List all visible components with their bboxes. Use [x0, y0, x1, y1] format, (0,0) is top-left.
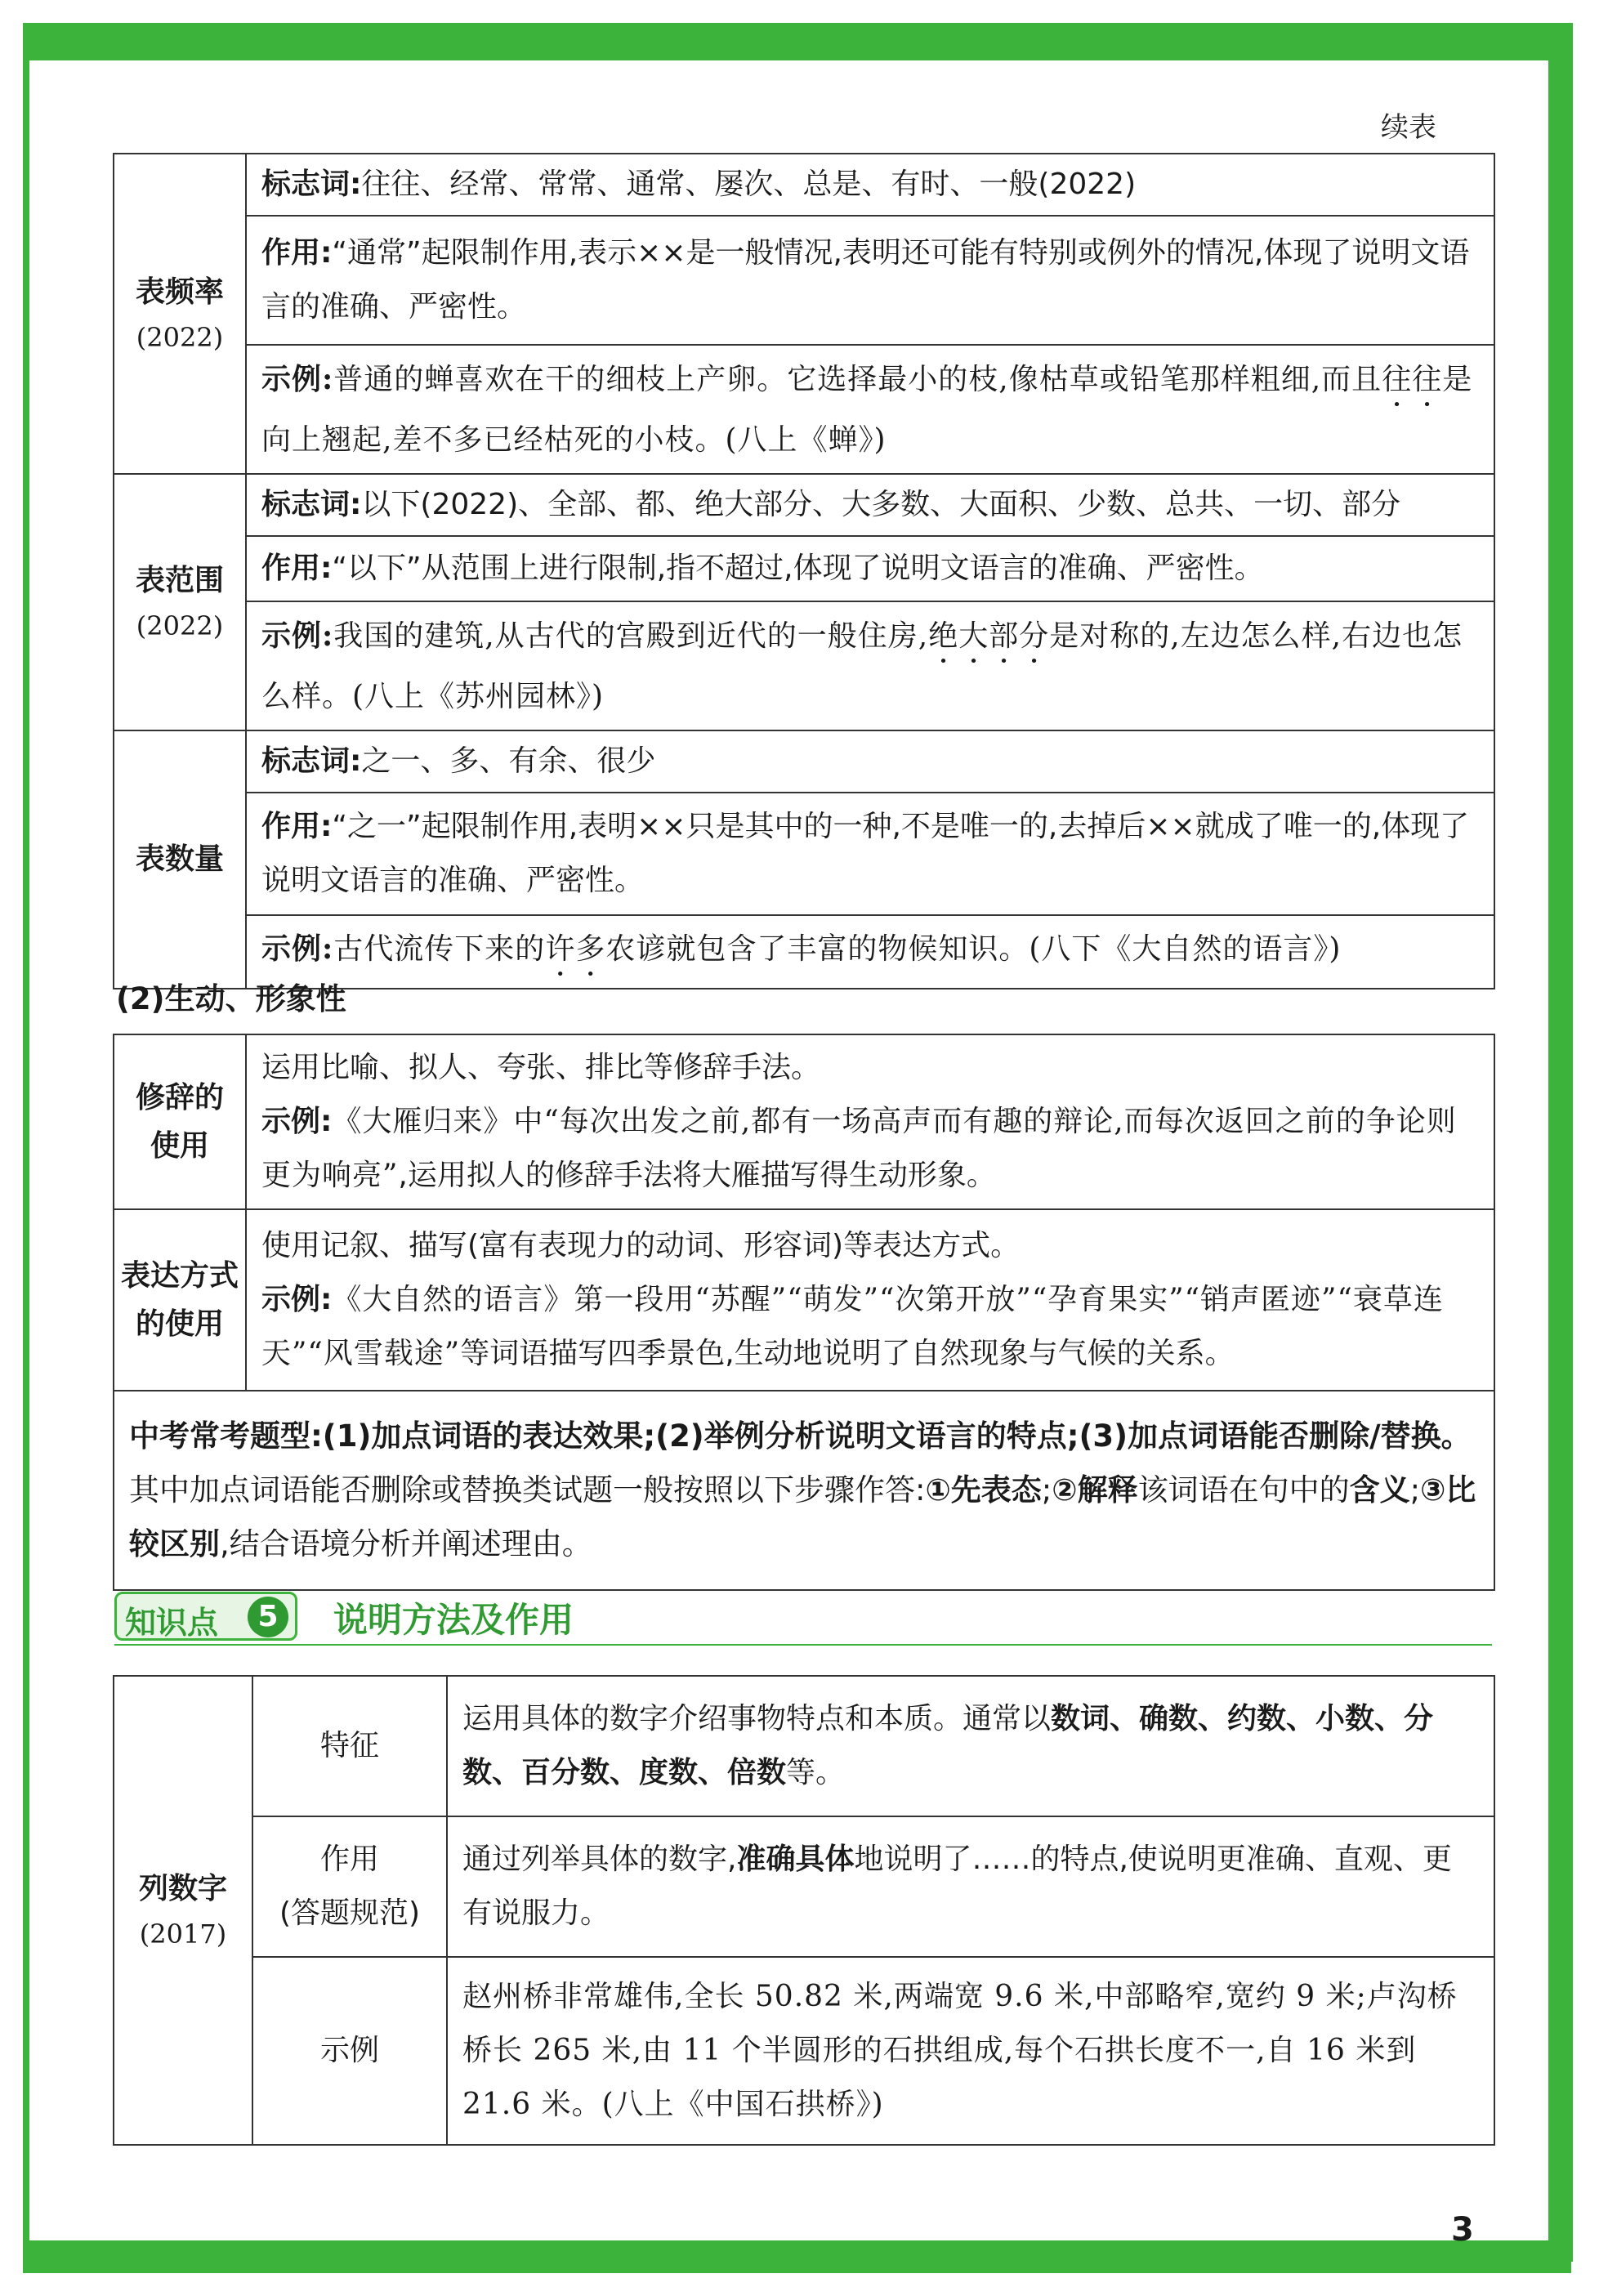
category-label: 表范围 [135, 563, 224, 597]
table-row [114, 793, 1494, 915]
keywords-label: 标志词: [261, 744, 362, 778]
language-accuracy-table [113, 153, 1495, 989]
vivid-language-table [113, 1034, 1495, 1591]
explanation-methods-table [113, 1675, 1495, 2146]
page-frame-left [23, 23, 29, 2273]
category-year: (2022) [136, 610, 224, 642]
row-label: 特征 [319, 1729, 379, 1762]
table-row [114, 1034, 1494, 1209]
row-label-cell [252, 1676, 447, 1816]
page-frame-right [1548, 23, 1573, 2262]
section-title: 说明方法及作用 [333, 1600, 574, 1640]
role-label: 作用: [261, 236, 333, 270]
tip-step: 含义 [1349, 1472, 1410, 1508]
row-label: (答题规范) [279, 1896, 421, 1930]
category-label: 使用 [150, 1129, 209, 1163]
row-label-cell [252, 1957, 447, 2145]
table-row [114, 474, 1494, 536]
table-row [114, 1676, 1494, 1816]
page-number: 3 [1451, 2211, 1474, 2249]
knowledge-point-header [114, 1592, 1492, 1641]
tip-text: ; [1409, 1472, 1421, 1508]
table-row [114, 730, 1494, 793]
example-text: ,运用拟人的修辞手法将大雁描写得生动形象。 [398, 1159, 996, 1192]
example-cell [246, 345, 1494, 474]
tip-text: 中考常考题型:(1)加点词语的表达效果;(2)举例分析说明文语言的特点;(3)加点词语能否删除/替换。 [129, 1418, 1472, 1454]
table-row [114, 536, 1494, 601]
subsection-title: (2)生动、形象性 [116, 981, 346, 1016]
category-label: 表达方式 [120, 1258, 239, 1293]
table-row [114, 1209, 1494, 1391]
example-label: 示例: [261, 1105, 333, 1138]
content-emphasis: 数词、确数、约数、小数、分数、百分数、度数、倍数 [462, 1702, 1434, 1789]
content-cell [447, 1816, 1494, 1957]
tip-text: ,结合语境分析并阐述理由。 [220, 1526, 592, 1561]
table-row [114, 154, 1494, 216]
example-label: 示例: [261, 361, 334, 396]
emphasized-word: 往往 [1382, 362, 1443, 396]
role-cell [246, 536, 1494, 601]
example-text: 普通的蝉喜欢在干的细枝上产卵。它选择最小的枝,像枯草或铅笔那样粗细,而且 [333, 362, 1382, 396]
role-cell [246, 793, 1494, 915]
table-row [114, 1391, 1494, 1590]
content-text: 运用具体的数字介绍事物特点和本质。通常以 [462, 1702, 1052, 1735]
example-cell [246, 601, 1494, 730]
emphasized-word: 许多 [545, 931, 606, 966]
table-row [114, 601, 1494, 730]
page-frame-top [23, 23, 1571, 60]
table-row [114, 345, 1494, 474]
knowledge-point-badge [114, 1592, 297, 1641]
keywords-cell [246, 154, 1494, 216]
section-divider [114, 1644, 1492, 1646]
tip-text: 该词语在句中的 [1137, 1472, 1350, 1508]
table-row [114, 1816, 1494, 1957]
content-cell [447, 1676, 1494, 1816]
example-text: 农谚就包含了丰富的物候知识。(八下《大自然的语言》) [605, 931, 1342, 966]
keywords-label: 标志词: [261, 488, 362, 521]
example-cell [246, 915, 1494, 989]
example-quote: 《大自然的语言》第一段用“苏醒”“萌发”“次第开放”“孕育果实”“销声匿迹”“衰草连天”“风雪载途” [261, 1283, 1444, 1370]
category-cell [114, 1209, 246, 1391]
role-label: 作用: [261, 810, 333, 843]
role-text: “通常”起限制作用,表示××是一般情况,表明还可能有特别或例外的情况,体现了说明文语言的准确、严密性。 [261, 236, 1470, 324]
badge-label: 知识点 [125, 1605, 219, 1641]
content-text: 运用比喻、拟人、夸张、排比等修辞手法。 [261, 1051, 821, 1084]
category-label: 表频率 [135, 275, 224, 309]
tip-step: ②解释 [1052, 1472, 1138, 1508]
tip-text: ; [1041, 1472, 1052, 1508]
row-label: 作用 [319, 1843, 379, 1876]
row-label: 示例 [319, 2034, 379, 2067]
keywords-label: 标志词: [261, 168, 362, 201]
example-label: 示例: [261, 1283, 333, 1316]
category-year: (2022) [136, 322, 224, 354]
role-text: “以下”从范围上进行限制,指不超过,体现了说明文语言的准确、严密性。 [332, 552, 1264, 585]
tip-text: 其中加点词语能否删除或替换类试题一般按照以下步骤作答: [129, 1472, 926, 1508]
keywords-cell [246, 474, 1494, 536]
content-cell [246, 1034, 1494, 1209]
keywords-text: 往往、经常、常常、通常、屡次、总是、有时、一般(2022) [361, 168, 1137, 201]
row-label-cell [252, 1816, 447, 1957]
content-text: 通过列举具体的数字, [462, 1843, 737, 1876]
page-frame-bottom [23, 2240, 1571, 2273]
category-label: 列数字 [138, 1871, 227, 1905]
category-cell [114, 1034, 246, 1209]
keywords-text: 以下(2022)、全部、都、绝大部分、大多数、大面积、少数、总共、一切、部分 [361, 488, 1401, 521]
role-text: “之一”起限制作用,表明××只是其中的一种,不是唯一的,去掉后××就成了唯一的,体现了说明文语言的准确、严密性。 [261, 810, 1470, 897]
category-year: (2017) [139, 1919, 227, 1950]
content-text: 使用记叙、描写(富有表现力的动词、形容词)等表达方式。 [261, 1229, 1021, 1262]
example-label: 示例: [261, 618, 334, 653]
example-text: 是向上翘起,差不多已经枯死的小枝。(八上《蝉》) [261, 362, 1473, 457]
example-label: 示例: [261, 931, 334, 966]
content-text: 地说明了……的特点,使说明更准确、直观、更有说服力。 [462, 1843, 1452, 1930]
content-emphasis: 准确具体 [736, 1843, 855, 1876]
category-cell [114, 730, 246, 989]
role-cell [246, 216, 1494, 345]
keywords-cell [246, 730, 1494, 793]
table-row [114, 1957, 1494, 2145]
content-cell [447, 1957, 1494, 2145]
role-label: 作用: [261, 552, 333, 585]
example-text: 是对称的,左边怎么样,右边也怎么样。(八上《苏州园林》) [261, 619, 1463, 713]
category-cell [114, 474, 246, 730]
category-label: 修辞的 [135, 1080, 224, 1114]
example-text: 我国的建筑,从古代的宫殿到近代的一般住房, [333, 619, 929, 653]
emphasized-word: 绝大部分 [928, 619, 1050, 653]
content-text: 等。 [786, 1756, 846, 1789]
example-text: 古代流传下来的 [333, 931, 546, 966]
example-text: 等词语描写四季景色,生动地说明了自然现象与气候的关系。 [460, 1337, 1235, 1370]
content-cell [246, 1209, 1494, 1391]
badge-number: 5 [248, 1597, 288, 1637]
tip-step: ①先表态 [925, 1472, 1042, 1508]
example-text: 赵州桥非常雄伟,全长 50.82 米,两端宽 9.6 米,中部略窄,宽约 9 米;卢沟桥桥长 265 米,由 11 个半圆形的石拱组成,每个石拱长度不一,自 16 米到 21.6 米。(八上《中国石拱桥》) [462, 1980, 1458, 2121]
keywords-text: 之一、多、有余、很少 [361, 744, 656, 778]
continued-label: 续表 [1381, 111, 1436, 144]
category-cell [114, 154, 246, 474]
table-row [114, 216, 1494, 345]
tip-step: ③比较区别 [129, 1472, 1476, 1561]
exam-tips-cell [114, 1391, 1494, 1590]
category-label: 的使用 [135, 1307, 224, 1341]
category-label: 表数量 [135, 842, 224, 877]
example-quote: 《大雁归来》中“每次出发之前,都有一场高声而有趣的辩论,而每次返回之前的争论则更为响亮” [261, 1105, 1457, 1192]
category-cell [114, 1676, 252, 2145]
